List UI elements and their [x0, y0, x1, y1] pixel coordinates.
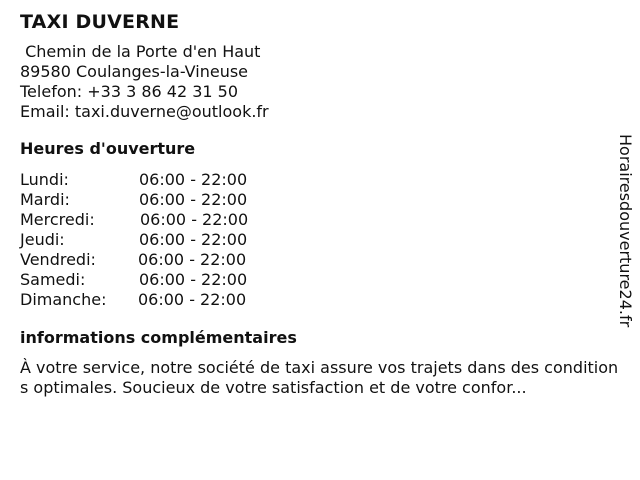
time-range: 06:00 - 22:00: [140, 210, 249, 229]
address-street: Chemin de la Porte d'en Haut: [20, 42, 261, 61]
business-card: [20, 10, 620, 398]
hours-row-sunday: [20, 290, 620, 310]
address-city: 89580 Coulanges-la-Vineuse: [20, 62, 249, 81]
time-range: 06:00 - 22:00: [139, 170, 248, 189]
time-range: 06:00 - 22:00: [138, 250, 247, 269]
day-label: Mercredi:: [20, 210, 95, 229]
hours-row-tuesday: [20, 190, 620, 210]
hours-heading: Heures d'ouverture: [20, 139, 196, 158]
hours-row-thursday: [20, 230, 620, 250]
hours-table: [20, 170, 620, 310]
info-description: À votre service, notre société de taxi assure vos trajets dans des conditions optimales. Soucieux de votre satisfaction et de votre confor...: [20, 358, 619, 397]
time-range: 06:00 - 22:00: [139, 230, 248, 249]
hours-row-saturday: [20, 270, 620, 290]
day-label: Vendredi:: [20, 250, 96, 269]
info-heading: informations complémentaires: [20, 328, 297, 347]
day-label: Samedi:: [20, 270, 86, 289]
day-label: Mardi:: [20, 190, 70, 209]
time-range: 06:00 - 22:00: [138, 290, 247, 309]
site-watermark: Horairesdouverture24.fr: [616, 134, 635, 328]
hours-row-monday: [20, 170, 620, 190]
email-line: Email: taxi.duverne@outlook.fr: [20, 102, 269, 121]
phone-line: Telefon: +33 3 86 42 31 50: [20, 82, 239, 101]
time-range: 06:00 - 22:00: [139, 270, 248, 289]
day-label: Lundi:: [20, 170, 69, 189]
day-label: Dimanche:: [20, 290, 107, 309]
business-name: TAXI DUVERNE: [20, 11, 180, 33]
day-label: Jeudi:: [20, 230, 65, 249]
time-range: 06:00 - 22:00: [139, 190, 248, 209]
contact-block: [20, 42, 620, 122]
hours-row-wednesday: [20, 210, 620, 230]
hours-row-friday: [20, 250, 620, 270]
